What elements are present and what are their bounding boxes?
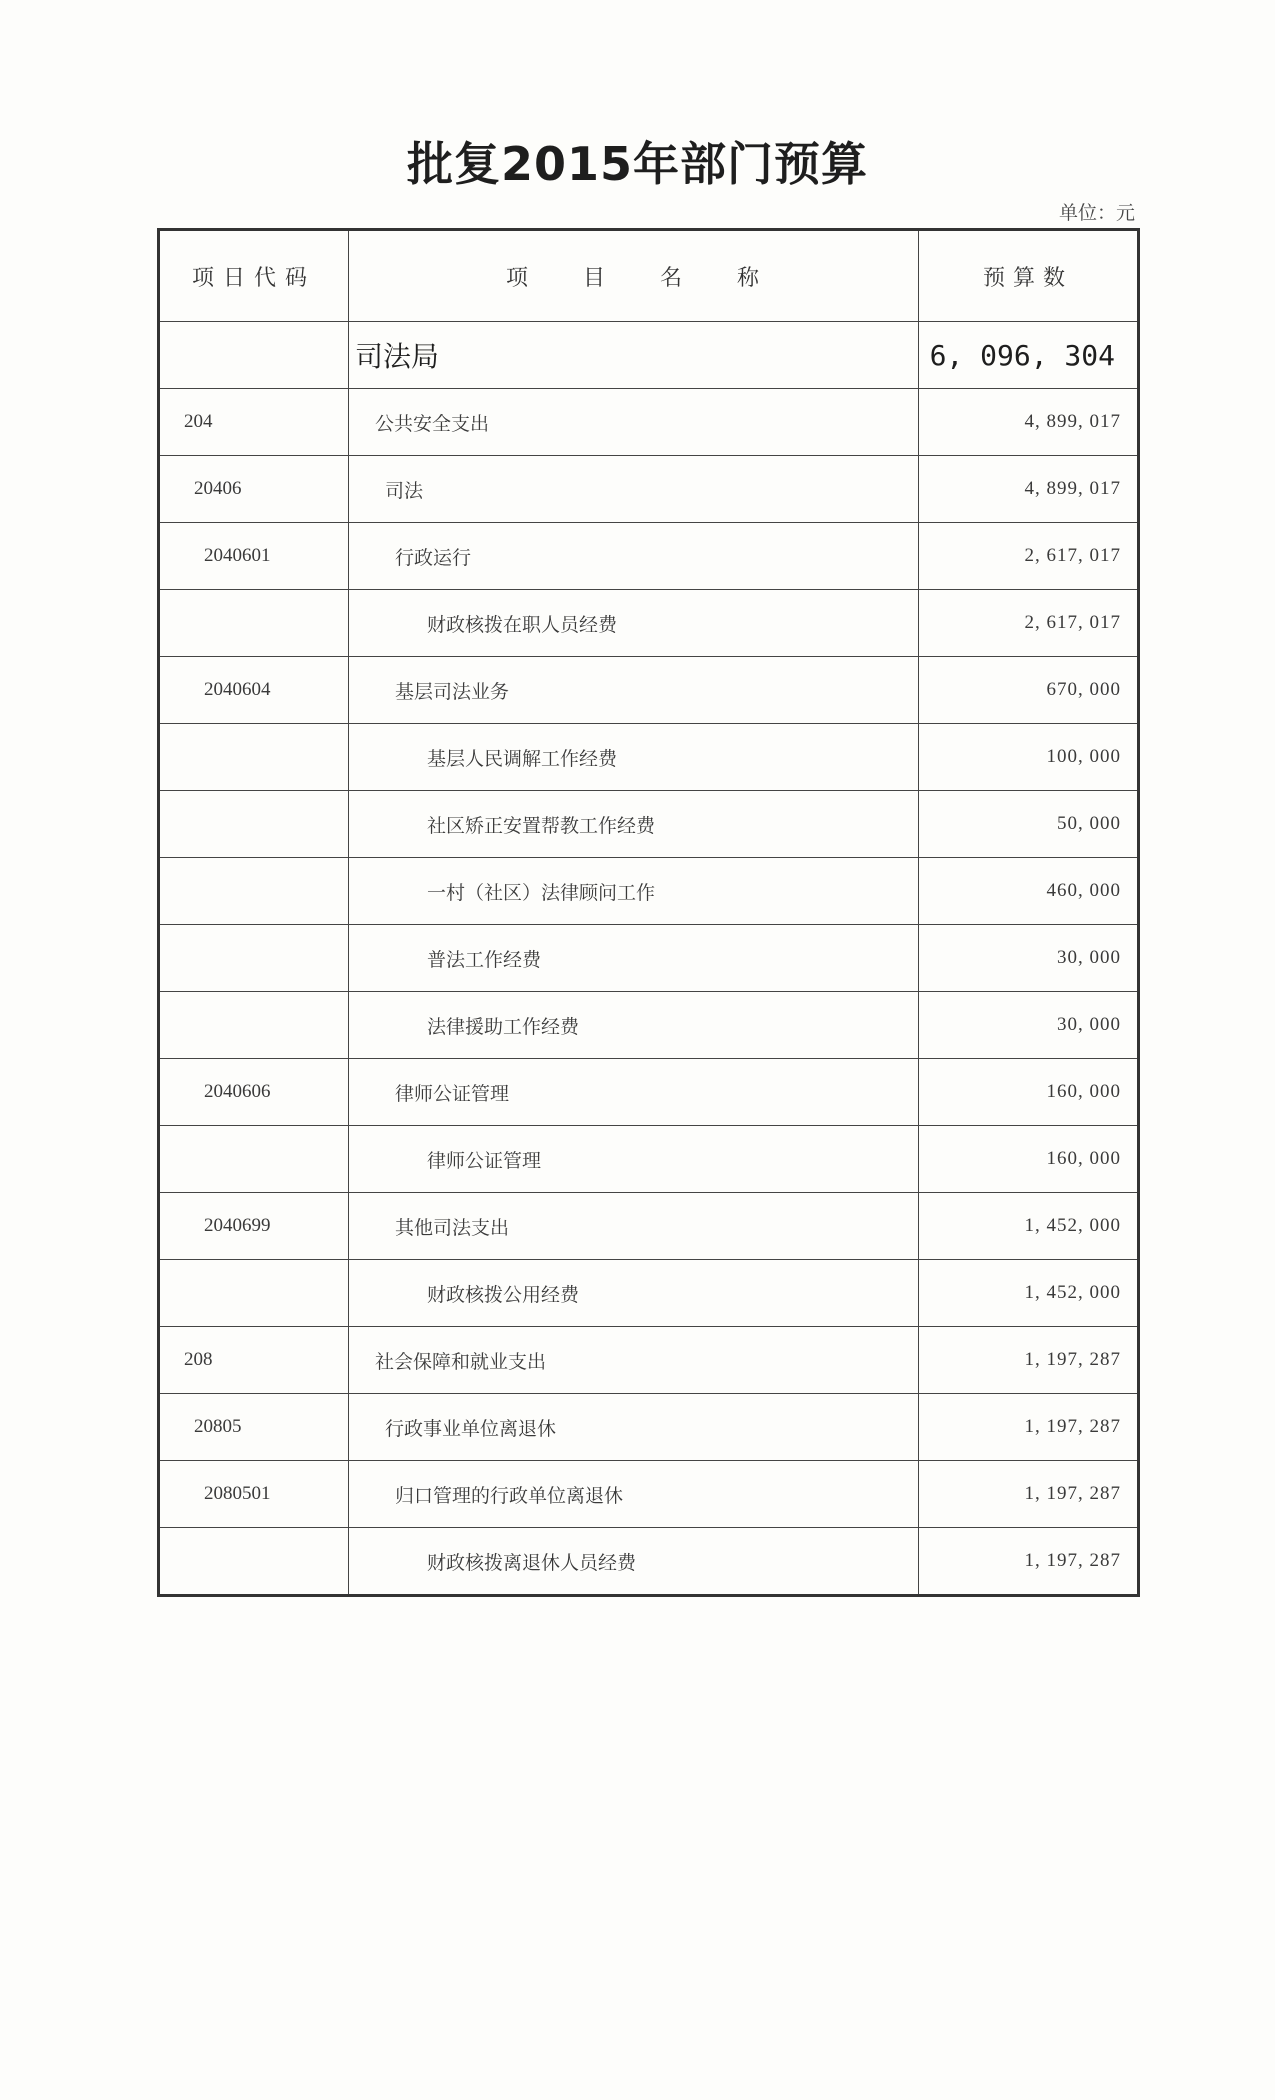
item-name: 行政运行: [349, 523, 919, 590]
header-name: 项 目 名 称: [349, 230, 919, 322]
item-code: [159, 925, 349, 992]
item-name: 公共安全支出: [349, 389, 919, 456]
item-name: 财政核拨公用经费: [349, 1260, 919, 1327]
item-code: [159, 992, 349, 1059]
item-name: 归口管理的行政单位离退休: [349, 1461, 919, 1528]
table-row: [159, 523, 1139, 590]
item-name: 财政核拨离退休人员经费: [349, 1528, 919, 1596]
table-row: [159, 590, 1139, 657]
item-name: 普法工作经费: [349, 925, 919, 992]
department-code-cell: [159, 322, 349, 389]
item-code: 208: [159, 1327, 349, 1394]
item-code: [159, 724, 349, 791]
item-name: 行政事业单位离退休: [349, 1394, 919, 1461]
item-name: 基层司法业务: [349, 657, 919, 724]
item-amount: 1, 197, 287: [919, 1528, 1139, 1596]
item-code: 20805: [159, 1394, 349, 1461]
header-code: 项日代码: [159, 230, 349, 322]
item-code: 2040604: [159, 657, 349, 724]
department-name: 司法局: [349, 322, 919, 389]
item-code: 2080501: [159, 1461, 349, 1528]
unit-label: 单位：元: [1058, 202, 1135, 224]
item-amount: 160, 000: [919, 1059, 1139, 1126]
item-name: 法律援助工作经费: [349, 992, 919, 1059]
table-row: [159, 992, 1139, 1059]
item-name: 财政核拨在职人员经费: [349, 590, 919, 657]
department-row: [159, 322, 1139, 389]
table-row: [159, 1528, 1139, 1596]
item-amount: 4, 899, 017: [919, 389, 1139, 456]
item-amount: 30, 000: [919, 992, 1139, 1059]
item-amount: 160, 000: [919, 1126, 1139, 1193]
table-row: [159, 456, 1139, 523]
item-code: 2040699: [159, 1193, 349, 1260]
item-amount: 670, 000: [919, 657, 1139, 724]
table-row: [159, 1461, 1139, 1528]
budget-table: [157, 228, 1140, 1597]
item-amount: 1, 452, 000: [919, 1193, 1139, 1260]
item-code: 204: [159, 389, 349, 456]
item-code: [159, 858, 349, 925]
item-name: 律师公证管理: [349, 1126, 919, 1193]
item-code: [159, 1528, 349, 1596]
item-name: 一村（社区）法律顾问工作: [349, 858, 919, 925]
item-amount: 1, 452, 000: [919, 1260, 1139, 1327]
item-amount: 50, 000: [919, 791, 1139, 858]
table-row: [159, 791, 1139, 858]
item-code: 2040606: [159, 1059, 349, 1126]
item-amount: 2, 617, 017: [919, 590, 1139, 657]
item-code: [159, 1260, 349, 1327]
item-amount: 2, 617, 017: [919, 523, 1139, 590]
item-amount: 1, 197, 287: [919, 1394, 1139, 1461]
item-name: 司法: [349, 456, 919, 523]
item-amount: 460, 000: [919, 858, 1139, 925]
item-amount: 1, 197, 287: [919, 1327, 1139, 1394]
item-code: [159, 791, 349, 858]
item-amount: 4, 899, 017: [919, 456, 1139, 523]
item-name: 社会保障和就业支出: [349, 1327, 919, 1394]
budget-table-body: [159, 230, 1139, 1596]
item-amount: 30, 000: [919, 925, 1139, 992]
table-row: [159, 1193, 1139, 1260]
table-row: [159, 724, 1139, 791]
item-amount: 1, 197, 287: [919, 1461, 1139, 1528]
table-row: [159, 925, 1139, 992]
item-name: 其他司法支出: [349, 1193, 919, 1260]
table-row: [159, 1059, 1139, 1126]
table-row: [159, 657, 1139, 724]
table-header-row: [159, 230, 1139, 322]
table-row: [159, 1327, 1139, 1394]
header-amount: 预算数: [919, 230, 1139, 322]
department-amount: 6, 096, 304: [919, 322, 1139, 389]
table-row: [159, 389, 1139, 456]
item-code: 20406: [159, 456, 349, 523]
item-amount: 100, 000: [919, 724, 1139, 791]
table-row: [159, 1126, 1139, 1193]
item-name: 基层人民调解工作经费: [349, 724, 919, 791]
item-code: 2040601: [159, 523, 349, 590]
table-row: [159, 858, 1139, 925]
item-code: [159, 1126, 349, 1193]
page-title: 批复2015年部门预算: [406, 137, 869, 191]
item-name: 社区矫正安置帮教工作经费: [349, 791, 919, 858]
table-row: [159, 1394, 1139, 1461]
item-name: 律师公证管理: [349, 1059, 919, 1126]
table-row: [159, 1260, 1139, 1327]
item-code: [159, 590, 349, 657]
